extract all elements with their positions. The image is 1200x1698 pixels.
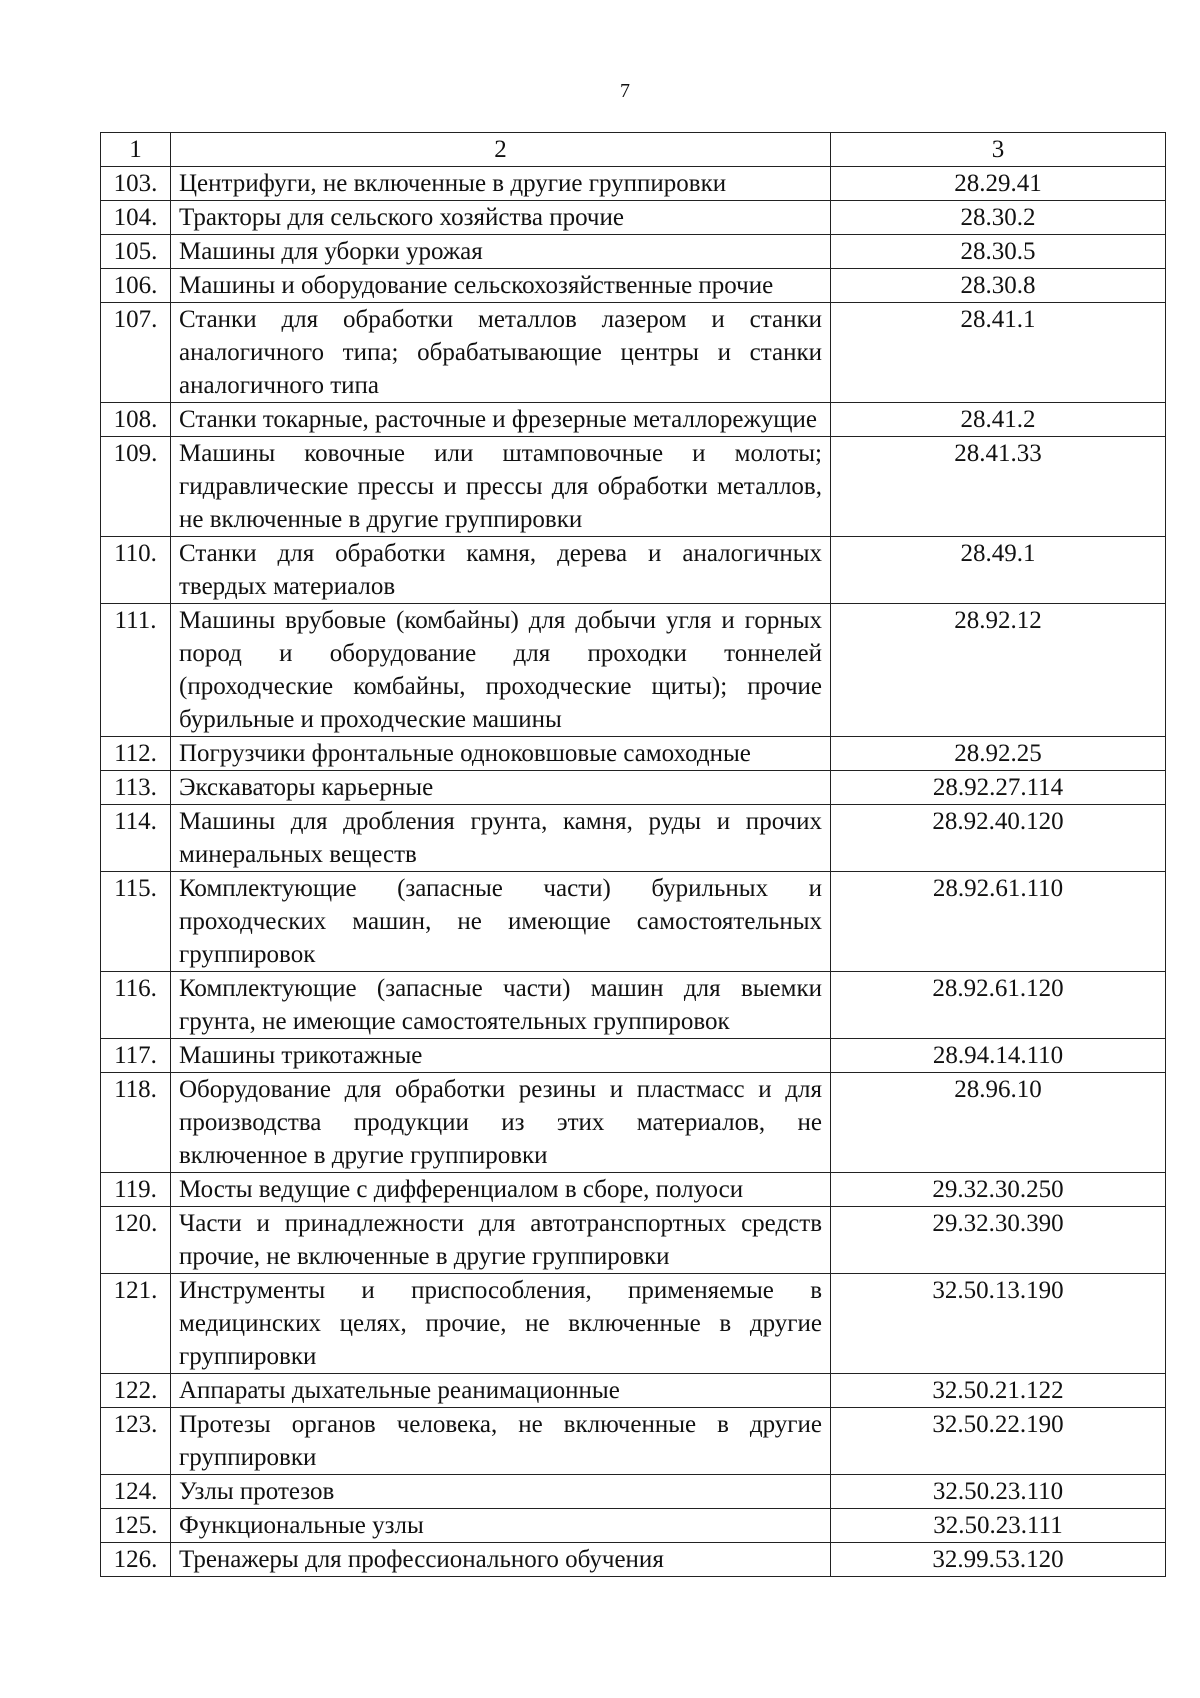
table-row xyxy=(101,1173,1166,1207)
table-row xyxy=(101,771,1166,805)
table-row xyxy=(101,1408,1166,1475)
row-code: 32.50.21.122 xyxy=(831,1374,1166,1408)
table-header-row xyxy=(101,133,1166,167)
table-row xyxy=(101,201,1166,235)
row-name: Узлы протезов xyxy=(171,1475,831,1509)
row-name: Тренажеры для профессионального обучения xyxy=(171,1543,831,1577)
row-number: 119. xyxy=(101,1173,171,1207)
row-name: Аппараты дыхательные реанимационные xyxy=(171,1374,831,1408)
row-code: 28.92.61.110 xyxy=(831,872,1166,972)
table-row xyxy=(101,737,1166,771)
row-code: 28.30.5 xyxy=(831,235,1166,269)
table-row xyxy=(101,604,1166,737)
row-name: Погрузчики фронтальные одноковшовые самоходные xyxy=(171,737,831,771)
row-code: 28.41.1 xyxy=(831,303,1166,403)
row-name: Машины для дробления грунта, камня, руды и прочих минеральных веществ xyxy=(171,805,831,872)
header-col-1: 1 xyxy=(101,133,171,167)
header-col-2: 2 xyxy=(171,133,831,167)
row-name: Станки для обработки камня, дерева и аналогичных твердых материалов xyxy=(171,537,831,604)
row-name: Машины для уборки урожая xyxy=(171,235,831,269)
table-row xyxy=(101,437,1166,537)
table-row xyxy=(101,1039,1166,1073)
row-code: 32.50.13.190 xyxy=(831,1274,1166,1374)
header-col-3: 3 xyxy=(831,133,1166,167)
row-number: 114. xyxy=(101,805,171,872)
table-row xyxy=(101,1073,1166,1173)
row-name: Протезы органов человека, не включенные в другие группировки xyxy=(171,1408,831,1475)
row-number: 112. xyxy=(101,737,171,771)
row-number: 115. xyxy=(101,872,171,972)
row-code: 28.92.12 xyxy=(831,604,1166,737)
row-number: 124. xyxy=(101,1475,171,1509)
row-code: 28.92.61.120 xyxy=(831,972,1166,1039)
table-row xyxy=(101,1374,1166,1408)
row-number: 107. xyxy=(101,303,171,403)
row-code: 28.49.1 xyxy=(831,537,1166,604)
row-number: 123. xyxy=(101,1408,171,1475)
table-row xyxy=(101,303,1166,403)
row-name: Комплектующие (запасные части) бурильных и проходческих машин, не имеющие самостоятельных группировок xyxy=(171,872,831,972)
table-row xyxy=(101,403,1166,437)
row-code: 32.50.23.111 xyxy=(831,1509,1166,1543)
row-name: Центрифуги, не включенные в другие группировки xyxy=(171,167,831,201)
row-name: Машины и оборудование сельскохозяйственные прочие xyxy=(171,269,831,303)
row-name: Станки для обработки металлов лазером и станки аналогичного типа; обрабатывающие центры и станки аналогичного типа xyxy=(171,303,831,403)
row-number: 103. xyxy=(101,167,171,201)
row-code: 28.92.27.114 xyxy=(831,771,1166,805)
row-number: 122. xyxy=(101,1374,171,1408)
table-row xyxy=(101,167,1166,201)
row-name: Оборудование для обработки резины и пластмасс и для производства продукции из этих материалов, не включенное в другие группировки xyxy=(171,1073,831,1173)
row-code: 28.41.33 xyxy=(831,437,1166,537)
row-number: 118. xyxy=(101,1073,171,1173)
row-number: 116. xyxy=(101,972,171,1039)
table-row xyxy=(101,537,1166,604)
table-body xyxy=(101,133,1166,1577)
table-row xyxy=(101,972,1166,1039)
row-name: Мосты ведущие с дифференциалом в сборе, полуоси xyxy=(171,1173,831,1207)
row-number: 106. xyxy=(101,269,171,303)
table-row xyxy=(101,805,1166,872)
row-code: 29.32.30.250 xyxy=(831,1173,1166,1207)
table-row xyxy=(101,1207,1166,1274)
row-name: Машины трикотажные xyxy=(171,1039,831,1073)
row-number: 109. xyxy=(101,437,171,537)
row-number: 126. xyxy=(101,1543,171,1577)
page-number: 7 xyxy=(620,80,630,102)
row-code: 28.41.2 xyxy=(831,403,1166,437)
table-row xyxy=(101,1509,1166,1543)
table-row xyxy=(101,1475,1166,1509)
table-row xyxy=(101,235,1166,269)
row-number: 121. xyxy=(101,1274,171,1374)
row-number: 125. xyxy=(101,1509,171,1543)
row-number: 105. xyxy=(101,235,171,269)
row-number: 111. xyxy=(101,604,171,737)
row-number: 108. xyxy=(101,403,171,437)
row-name: Машины ковочные или штамповочные и молоты; гидравлические прессы и прессы для обработки металлов, не включенные в другие группировки xyxy=(171,437,831,537)
row-code: 28.92.25 xyxy=(831,737,1166,771)
row-name: Тракторы для сельского хозяйства прочие xyxy=(171,201,831,235)
table-row xyxy=(101,1274,1166,1374)
row-number: 113. xyxy=(101,771,171,805)
row-name: Функциональные узлы xyxy=(171,1509,831,1543)
row-number: 120. xyxy=(101,1207,171,1274)
row-code: 32.50.23.110 xyxy=(831,1475,1166,1509)
table-row xyxy=(101,872,1166,972)
row-name: Комплектующие (запасные части) машин для выемки грунта, не имеющие самостоятельных группировок xyxy=(171,972,831,1039)
row-code: 28.92.40.120 xyxy=(831,805,1166,872)
row-code: 28.29.41 xyxy=(831,167,1166,201)
row-code: 28.30.2 xyxy=(831,201,1166,235)
row-number: 110. xyxy=(101,537,171,604)
equipment-table xyxy=(100,132,1166,1577)
row-code: 28.30.8 xyxy=(831,269,1166,303)
row-code: 32.50.22.190 xyxy=(831,1408,1166,1475)
row-number: 104. xyxy=(101,201,171,235)
row-name: Части и принадлежности для автотранспортных средств прочие, не включенные в другие группировки xyxy=(171,1207,831,1274)
row-code: 32.99.53.120 xyxy=(831,1543,1166,1577)
table-row xyxy=(101,269,1166,303)
row-name: Экскаваторы карьерные xyxy=(171,771,831,805)
row-number: 117. xyxy=(101,1039,171,1073)
row-name: Машины врубовые (комбайны) для добычи угля и горных пород и оборудование для проходки тоннелей (проходческие комбайны, проходческие щиты); прочие бурильные и проходческие машины xyxy=(171,604,831,737)
row-code: 28.96.10 xyxy=(831,1073,1166,1173)
table-row xyxy=(101,1543,1166,1577)
row-name: Инструменты и приспособления, применяемые в медицинских целях, прочие, не включенные в другие группировки xyxy=(171,1274,831,1374)
row-code: 29.32.30.390 xyxy=(831,1207,1166,1274)
row-name: Станки токарные, расточные и фрезерные металлорежущие xyxy=(171,403,831,437)
row-code: 28.94.14.110 xyxy=(831,1039,1166,1073)
